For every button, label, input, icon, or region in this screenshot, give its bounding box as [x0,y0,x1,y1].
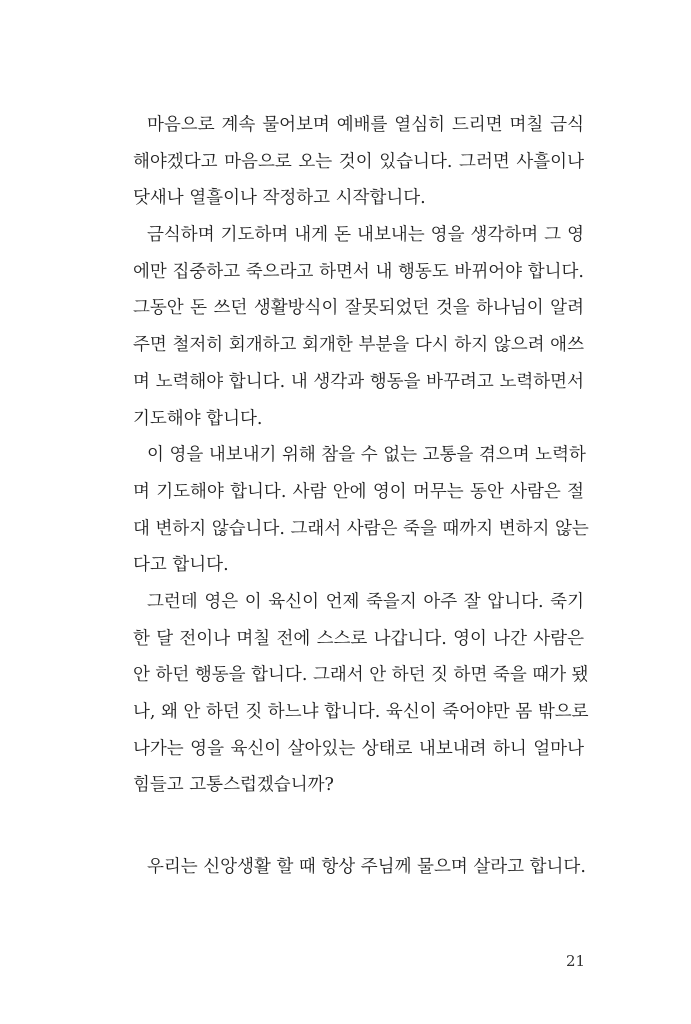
text-line: 한 달 전이나 며칠 전에 스스로 나갑니다. 영이 나간 사람은 [133,628,584,649]
section-gap [133,804,584,849]
text-line: 안 하던 행동을 합니다. 그래서 안 하던 짓 하면 죽을 때가 됐 [133,665,589,686]
text-line: 그런데 영은 이 육신이 언제 죽을지 아주 잘 압니다. 죽기 [147,591,584,612]
text-line: 그동안 돈 쓰던 생활방식이 잘못되었던 것을 하나님이 알려 [133,298,584,319]
text-line: 힘들고 고통스럽겠습니까? [133,775,334,796]
paragraph [133,584,589,804]
page-number: 21 [566,952,586,970]
text-line: 마음으로 계속 물어보며 예배를 열심히 드리면 며칠 금식 [147,115,584,135]
paragraph [133,107,584,217]
text-line: 대 변하지 않습니다. 그래서 사람은 죽을 때까지 변하지 않는 [133,518,589,539]
text-line: 며 기도해야 합니다. 사람 안에 영이 머무는 동안 사람은 절 [133,481,584,502]
text-line: 나가는 영을 육신이 살아있는 상태로 내보내려 하니 얼마나 [133,738,584,759]
body-text [133,107,589,886]
paragraph [133,849,584,886]
text-line: 주면 철저히 회개하고 회개한 부분을 다시 하지 않으려 애쓰 [133,335,584,356]
text-line: 금식하며 기도하며 내게 돈 내보내는 영을 생각하며 그 영 [147,225,584,246]
text-line: 닷새나 열흘이나 작정하고 시작합니다. [133,188,426,209]
paragraph [133,437,589,584]
text-line: 며 노력해야 합니다. 내 생각과 행동을 바꾸려고 노력하면서 [133,371,584,392]
text-line: 이 영을 내보내기 위해 참을 수 없는 고통을 겪으며 노력하 [147,445,586,466]
text-line: 다고 합니다. [133,555,229,576]
text-line: 나, 왜 안 하던 짓 하느냐 합니다. 육신이 죽어야만 몸 밖으로 [133,702,589,722]
text-line: 우리는 신앙생활 할 때 항상 주님께 물으며 살라고 합니다. [147,857,586,878]
text-line: 해야겠다고 마음으로 오는 것이 있습니다. 그러면 사흘이나 [133,151,584,172]
paragraph [133,217,584,437]
text-line: 기도해야 합니다. [133,408,263,429]
text-line: 에만 집중하고 죽으라고 하면서 내 행동도 바뀌어야 합니다. [133,261,584,282]
